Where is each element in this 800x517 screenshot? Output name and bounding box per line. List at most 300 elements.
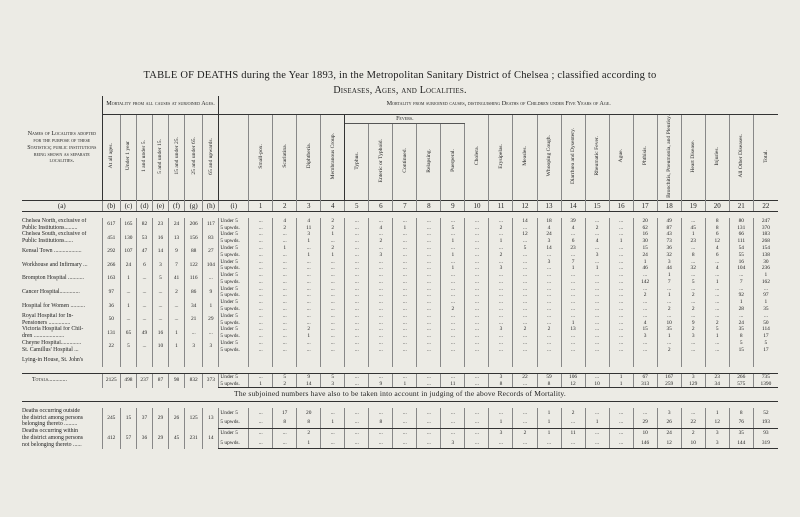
age-value: 98 (169, 373, 185, 388)
under-5-value: 15 (633, 245, 657, 252)
under-5-value: ... (705, 299, 729, 306)
under-5-value: 15 (633, 326, 657, 333)
upwards-5-label: 5 upwds. (219, 381, 249, 388)
under-5-value: ... (393, 299, 417, 306)
under-5-value: ... (321, 313, 345, 320)
under-5-value: ... (393, 326, 417, 333)
under-5-value: ... (609, 408, 633, 418)
age-value: 117 (203, 218, 219, 232)
under-5-value: ... (393, 218, 417, 225)
locality-name (22, 299, 102, 313)
under-5-value: ... (321, 340, 345, 347)
under-5-value: ... (729, 313, 753, 320)
age-value (169, 354, 185, 368)
empty-cell (657, 354, 681, 361)
cause-col-header (585, 114, 609, 201)
under-5-value: ... (585, 299, 609, 306)
upwards-5-value: ... (345, 438, 369, 448)
age-value: 266 (102, 259, 120, 273)
under-5-value: 1 (609, 373, 633, 380)
under-5-label: Under 5 (219, 299, 249, 306)
under-5-value: ... (369, 408, 393, 418)
empty-cell (513, 354, 537, 361)
under-5-value: ... (417, 259, 441, 266)
locality-row (22, 231, 778, 238)
under-5-label: Under 5 (219, 340, 249, 347)
under-5-label: Under 5 (219, 231, 249, 238)
under-5-label: Under 5 (219, 286, 249, 293)
empty-cell (513, 360, 537, 367)
under-5-value: ... (249, 313, 273, 320)
upwards-5-value: 35 (753, 306, 778, 313)
column-number: 22 (753, 201, 778, 212)
under-5-value: ... (273, 299, 297, 306)
upwards-5-value: ... (369, 333, 393, 340)
under-5-value: ... (345, 326, 369, 333)
upwards-5-value: 131 (729, 225, 753, 232)
under-5-value: ... (609, 231, 633, 238)
under-5-value: 154 (753, 245, 778, 252)
age-value (185, 354, 203, 368)
under-5-value: ... (489, 218, 513, 225)
under-5-value: ... (441, 408, 465, 418)
under-5-value: ... (705, 272, 729, 279)
under-5-value: ... (609, 326, 633, 333)
extra-row (22, 428, 778, 438)
upwards-5-value: 3 (441, 438, 465, 448)
under-5-value: ... (441, 340, 465, 347)
upwards-5-value: 1 (297, 252, 321, 259)
upwards-5-value: ... (537, 320, 561, 327)
upwards-5-value: 1 (441, 265, 465, 272)
upwards-5-value: ... (297, 292, 321, 299)
under-5-value: ... (537, 286, 561, 293)
under-5-value: ... (489, 272, 513, 279)
age-value: 88 (185, 245, 203, 259)
upwards-5-value: 12 (657, 438, 681, 448)
age-value: 87 (152, 373, 168, 388)
empty-cell (345, 354, 369, 361)
locality-name (22, 245, 102, 259)
locality-line: not belonging thereto ...... (22, 441, 82, 448)
upwards-5-value: 575 (729, 381, 753, 388)
under-5-value: ... (681, 218, 705, 225)
upwards-5-value: ... (369, 347, 393, 354)
upwards-5-value: ... (609, 306, 633, 313)
upwards-5-value: 1 (705, 279, 729, 286)
under-5-value: ... (321, 428, 345, 438)
upwards-5-value: ... (441, 333, 465, 340)
age-value: 14 (152, 245, 168, 259)
under-5-value: 1 (273, 245, 297, 252)
under-5-value: ... (417, 299, 441, 306)
age-value: ... (136, 313, 152, 327)
locality-line: Pensioners ............... (22, 319, 71, 326)
upwards-5-value: 62 (633, 225, 657, 232)
upwards-5-value: 10 (585, 381, 609, 388)
under-5-value: 3 (297, 231, 321, 238)
upwards-5-value: 4 (705, 265, 729, 272)
upwards-5-value: ... (705, 306, 729, 313)
age-value: ... (169, 313, 185, 327)
upwards-5-value: ... (609, 418, 633, 428)
age-value (120, 354, 136, 368)
age-value: ... (120, 286, 136, 300)
upwards-5-value: 1 (657, 333, 681, 340)
upwards-5-value: ... (705, 347, 729, 354)
upwards-5-value: ... (537, 252, 561, 259)
under-5-value: 20 (297, 408, 321, 418)
group-header-row (22, 96, 778, 114)
under-5-value: ... (393, 259, 417, 266)
under-5-value: ... (609, 286, 633, 293)
upwards-5-label: 5 upwds. (219, 438, 249, 448)
upwards-5-value: ... (393, 279, 417, 286)
under-5-value: ... (729, 286, 753, 293)
column-letter: (c) (120, 201, 136, 212)
upwards-5-label: 5 upwds. (219, 279, 249, 286)
extra-row (22, 408, 778, 418)
upwards-5-value: 2 (681, 292, 705, 299)
cause-col-header (489, 114, 513, 201)
upwards-5-value: 1 (489, 418, 513, 428)
cause-col-label: Typhus. (353, 151, 360, 170)
upwards-5-value: ... (249, 265, 273, 272)
upwards-5-value: ... (441, 320, 465, 327)
upwards-5-value: 1 (657, 292, 681, 299)
upwards-5-value: ... (321, 320, 345, 327)
upwards-5-value: ... (585, 279, 609, 286)
age-value: 3 (152, 259, 168, 273)
under-5-value: ... (417, 218, 441, 225)
upwards-5-value: ... (321, 279, 345, 286)
under-5-value: 2 (561, 408, 585, 418)
age-col-label: At all ages. (108, 143, 115, 169)
upwards-5-value: 2 (633, 292, 657, 299)
upwards-5-value: ... (369, 320, 393, 327)
under-5-value: 1 (753, 299, 778, 306)
upwards-5-value: ... (537, 438, 561, 448)
age-value: 29 (203, 313, 219, 327)
locality-name (22, 231, 102, 245)
upwards-5-value: 2 (681, 306, 705, 313)
upwards-5-value: 313 (633, 381, 657, 388)
upwards-5-value: ... (465, 306, 489, 313)
under-5-value: 49 (657, 218, 681, 225)
upwards-5-value: ... (513, 306, 537, 313)
upwards-5-value: ... (537, 333, 561, 340)
under-5-value: 266 (729, 373, 753, 380)
under-5-value: ... (633, 299, 657, 306)
empty-cell (393, 354, 417, 361)
upwards-5-value: ... (417, 418, 441, 428)
under-5-value: ... (297, 259, 321, 266)
age-value: 373 (203, 373, 219, 388)
upwards-5-value: ... (369, 306, 393, 313)
upwards-5-value: 8 (705, 225, 729, 232)
under-5-value: ... (369, 286, 393, 293)
localities-header-text: Names of Localities adopted for the purpose of these Statistics; public institutions being shown as separate localities. (27, 130, 97, 165)
upwards-5-value: ... (585, 438, 609, 448)
upwards-5-value: 2 (657, 347, 681, 354)
under-5-value: ... (393, 272, 417, 279)
age-value: ... (136, 340, 152, 354)
under-5-value: ... (633, 408, 657, 418)
locality-line: Chelsea North, exclusive of (22, 217, 87, 224)
under-5-value: ... (537, 340, 561, 347)
deaths-table (22, 96, 778, 449)
empty-cell (249, 354, 273, 361)
upwards-5-value: ... (609, 225, 633, 232)
under-5-value: ... (585, 286, 609, 293)
cause-col-header (441, 114, 465, 201)
cause-col-label: Whooping Cough. (546, 135, 553, 177)
under-5-value: ... (513, 313, 537, 320)
empty-cell (633, 360, 657, 367)
under-5-value: ... (561, 299, 585, 306)
upwards-5-value: ... (369, 438, 393, 448)
locality-line: Lying-in House, St. John's (22, 357, 84, 364)
empty-cell (681, 354, 705, 361)
upwards-5-value: ... (393, 292, 417, 299)
under-5-value: ... (369, 218, 393, 225)
upwards-5-value: 3 (537, 238, 561, 245)
upwards-5-value: ... (417, 306, 441, 313)
age-value: 5 (120, 340, 136, 354)
upwards-5-value: ... (489, 333, 513, 340)
under-5-value: ... (321, 272, 345, 279)
upwards-5-value: ... (321, 238, 345, 245)
under-5-value: ... (249, 299, 273, 306)
upwards-5-value: ... (465, 279, 489, 286)
cause-col-label: Puerperal. (449, 149, 456, 172)
under-5-value: 1 (321, 231, 345, 238)
under-5-value: ... (369, 231, 393, 238)
upwards-5-value: ... (393, 238, 417, 245)
upwards-5-value: 23 (681, 238, 705, 245)
upwards-5-value: 4 (537, 225, 561, 232)
under-5-value: ... (441, 299, 465, 306)
upwards-5-value: 2 (441, 306, 465, 313)
subjoined-note-row (22, 388, 778, 402)
upwards-5-value: 370 (753, 225, 778, 232)
upwards-5-value: ... (345, 238, 369, 245)
under-5-value: ... (657, 286, 681, 293)
under-5-value: 11 (561, 428, 585, 438)
empty-cell (585, 354, 609, 361)
upwards-5-value: ... (441, 347, 465, 354)
empty-cell (729, 354, 753, 361)
empty-cell (537, 360, 561, 367)
upwards-5-value: ... (585, 333, 609, 340)
under-5-value: ... (657, 340, 681, 347)
column-index-row (22, 201, 778, 212)
under-5-label: Under 5 (219, 373, 249, 380)
upwards-5-value: 1 (249, 381, 273, 388)
upwards-5-value: 5 (441, 225, 465, 232)
under-5-value: ... (681, 340, 705, 347)
under-5-value: 16 (729, 259, 753, 266)
upwards-5-value: 92 (729, 292, 753, 299)
upwards-5-value: ... (441, 292, 465, 299)
upwards-5-value: 97 (753, 292, 778, 299)
under-5-value: ... (273, 313, 297, 320)
upwards-5-value: ... (465, 438, 489, 448)
age-value: 498 (120, 373, 136, 388)
upwards-5-label: 5 upwds. (219, 252, 249, 259)
upwards-5-value: ... (345, 292, 369, 299)
age-value: ... (152, 299, 168, 313)
column-number: 13 (537, 201, 561, 212)
localities-header (22, 96, 102, 201)
upwards-5-value: ... (513, 238, 537, 245)
upwards-5-value: ... (561, 418, 585, 428)
upwards-5-value: ... (249, 306, 273, 313)
upwards-5-value: ... (609, 333, 633, 340)
upwards-5-value: 12 (561, 381, 585, 388)
empty-cell (705, 354, 729, 361)
under-5-value: ... (513, 286, 537, 293)
upwards-5-value: ... (513, 347, 537, 354)
under-5-value: ... (465, 286, 489, 293)
under-5-value: ... (273, 428, 297, 438)
age-value (136, 354, 152, 368)
under-5-value: ... (465, 218, 489, 225)
locality-line: Workhouse and Infirmary ... (22, 261, 88, 268)
upwards-5-value: 236 (753, 265, 778, 272)
under-5-label: Under 5 (219, 218, 249, 225)
upwards-5-value: 319 (753, 438, 778, 448)
upwards-5-value: 1 (489, 238, 513, 245)
under-5-value: 67 (633, 373, 657, 380)
under-5-value: 39 (561, 218, 585, 225)
locality-name (22, 428, 102, 448)
upwards-5-value: ... (393, 252, 417, 259)
age-value: 22 (102, 340, 120, 354)
upwards-5-value: 2 (273, 381, 297, 388)
locality-line: Deaths occurring outside (22, 407, 80, 414)
under-5-value: ... (489, 231, 513, 238)
locality-name (22, 259, 102, 273)
age-col-header (203, 114, 219, 201)
under-5-value: ... (249, 218, 273, 225)
under-5-value: ... (561, 286, 585, 293)
age-value: 45 (169, 428, 185, 448)
under-5-value: ... (297, 272, 321, 279)
upwards-5-value: ... (609, 279, 633, 286)
under-5-value: 2 (513, 326, 537, 333)
upwards-5-value: ... (297, 279, 321, 286)
under-5-value: 9 (297, 373, 321, 380)
upwards-5-value: ... (417, 381, 441, 388)
locality-line: the district among persons (22, 435, 84, 442)
under-5-value: 1 (537, 408, 561, 418)
upwards-5-value: ... (465, 252, 489, 259)
under-5-value: ... (609, 272, 633, 279)
empty-cell (345, 360, 369, 367)
upwards-5-value: ... (489, 320, 513, 327)
upwards-5-value: ... (417, 279, 441, 286)
age-value: 86 (185, 286, 203, 300)
upwards-5-value: ... (513, 225, 537, 232)
upwards-5-value: ... (417, 438, 441, 448)
upwards-5-value: 2 (657, 306, 681, 313)
cause-col-header (753, 114, 778, 201)
age-value (102, 354, 120, 368)
under-5-value: ... (393, 340, 417, 347)
upwards-5-value: 1 (393, 225, 417, 232)
under-5-value: ... (417, 428, 441, 438)
age-value: 36 (102, 299, 120, 313)
locality-name (22, 326, 102, 340)
under-5-value: ... (465, 313, 489, 320)
under-5-value: ... (609, 299, 633, 306)
upwards-5-value: ... (489, 306, 513, 313)
under-5-value: ... (249, 286, 273, 293)
locality-name (22, 272, 102, 286)
upwards-5-value: ... (393, 347, 417, 354)
under-5-value: ... (369, 373, 393, 380)
upwards-5-value: ... (513, 418, 537, 428)
under-5-value: ... (249, 272, 273, 279)
cause-col-header (633, 114, 657, 201)
upwards-5-value: ... (513, 320, 537, 327)
cause-col-header (609, 114, 633, 201)
age-value: 412 (102, 428, 120, 448)
under-5-value: 30 (753, 259, 778, 266)
under-5-value: ... (417, 326, 441, 333)
upwards-5-value: ... (393, 306, 417, 313)
upwards-5-value: 17 (753, 333, 778, 340)
age-col-label: 25 and under 65. (190, 137, 197, 175)
upwards-5-value: 55 (729, 252, 753, 259)
under-5-value: ... (681, 259, 705, 266)
empty-cell (393, 360, 417, 367)
under-5-value: 1 (681, 231, 705, 238)
upwards-5-value: ... (273, 265, 297, 272)
upwards-5-value: ... (465, 381, 489, 388)
under-5-value: 1 (705, 408, 729, 418)
age-value: 10 (152, 340, 168, 354)
upwards-5-value: ... (513, 381, 537, 388)
upwards-5-value: ... (561, 292, 585, 299)
under-5-value: ... (345, 428, 369, 438)
under-5-value: ... (633, 286, 657, 293)
upwards-5-value: 4 (585, 238, 609, 245)
age-value: 206 (185, 218, 203, 232)
under-5-value: 1 (537, 428, 561, 438)
cause-col-label: Heart Disease. (690, 139, 697, 173)
age-value: 3 (185, 340, 203, 354)
upwards-5-value: ... (609, 292, 633, 299)
under-5-value: ... (441, 272, 465, 279)
column-letter: (g) (185, 201, 203, 212)
upwards-5-value: ... (249, 347, 273, 354)
under-5-value: ... (681, 299, 705, 306)
upwards-5-value: ... (705, 292, 729, 299)
upwards-5-value: 1 (441, 252, 465, 259)
upwards-5-value: ... (465, 238, 489, 245)
upwards-5-value: ... (489, 438, 513, 448)
under-5-value: ... (297, 286, 321, 293)
upwards-5-value: 3 (681, 333, 705, 340)
under-5-value: 14 (513, 218, 537, 225)
empty-cell (249, 360, 273, 367)
under-5-value: 5 (273, 373, 297, 380)
upwards-5-value: ... (369, 265, 393, 272)
upwards-5-value: ... (249, 252, 273, 259)
age-value (203, 354, 219, 368)
